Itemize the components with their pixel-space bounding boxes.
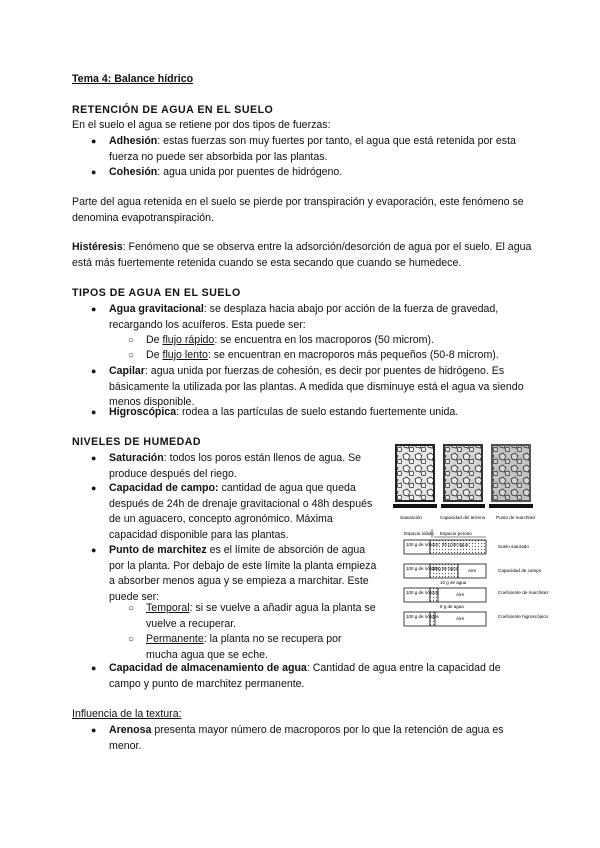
list-item: Arenosa presenta mayor número de macroporos por lo que la retención de agua es menor. — [109, 724, 504, 752]
row-coeficiente-marchitez — [404, 580, 549, 602]
r2-air: Aire — [468, 568, 477, 573]
r2-solid: 100 g de sólidos — [406, 566, 439, 571]
r3-air: Aire — [456, 592, 465, 597]
r3-solid: 100 g de sólidos — [406, 590, 439, 595]
list-item: Higroscópica: rodea a las partículas de suelo estando fuertemente unida. — [109, 406, 459, 418]
list-item: Agua gravitacional: se desplaza hacia abajo por acción de la fuerza de gravedad, recargando los acuíferos. Esta puede ser: — [109, 303, 499, 331]
list-item: Capacidad de campo: cantidad de agua que queda después de 24h de drenaje gravitacional o 48h después de un aguacero, concepto agronómico. Máxima capacidad disponible para las plantas. — [109, 482, 373, 541]
list-item: De flujo lento: se encuentran en macroporos más pequeños (50-8 microm). — [146, 349, 499, 361]
r3-top: 10 g de agua — [440, 580, 467, 585]
list-item: Adhesión: estas fuerzas son muy fuertes por tanto, el agua que está retenida por esta fuerza no puede ser absorbida por las plantas. — [109, 135, 516, 163]
circle-bullet-icon: ○ — [128, 603, 135, 614]
list-item: Capacidad de almacenamiento de agua: Cantidad de agua entre la capacidad de campo y punto de marchitez permanente. — [109, 662, 501, 690]
list-item: Cohesión: agua unida por puentes de hidrógeno. — [109, 166, 343, 178]
section-heading-textura: Influencia de la textura: — [72, 708, 182, 720]
soil-jar-field-capacity — [441, 444, 485, 508]
list-item: Temporal: si se vuelve a añadir agua la planta se vuelve a recuperar. — [146, 602, 376, 630]
bullet-icon: ● — [91, 136, 97, 146]
bullet-icon: ● — [91, 407, 97, 417]
bullet-icon: ● — [91, 725, 97, 735]
bullet-icon: ● — [91, 167, 97, 177]
bullet-icon: ● — [91, 483, 97, 493]
paragraph-evapotranspiracion: Parte del agua retenida en el suelo se pierde por transpiración y evaporación, este fenómeno se denomina evapotranspiración. — [72, 196, 524, 224]
caption-capacidad-terreno: Capacidad del terreno — [440, 515, 486, 520]
row-saturado — [404, 540, 529, 554]
list-item: Punto de marchitez es el límite de absorción de agua por la planta. Por debajo de este límite la planta empieza a absorber menos agua y se empieza a marchitar. Este puede ser: — [109, 544, 377, 603]
r2-water: 20 g de agua — [432, 566, 459, 571]
r1-label: Suelo saturado — [498, 544, 529, 549]
list-item: Permanente: la planta no se recupera por mucha agua que se eche. — [146, 633, 342, 661]
caption-saturacion: Saturación — [400, 515, 422, 520]
bullet-icon: ● — [91, 663, 97, 673]
list-item: De flujo rápido: se encuentra en los macroporos (50 microm). — [146, 334, 434, 346]
row-coeficiente-higroscopico — [404, 604, 548, 626]
r1-water: 40 g de agua — [442, 542, 469, 547]
intro-text: En el suelo el agua se retiene por dos tipos de fuerzas: — [72, 119, 331, 131]
caption-punto-marchitez: Punto de marchitez — [496, 515, 536, 520]
section-heading-retencion: RETENCIÓN DE AGUA EN EL SUELO — [72, 104, 274, 116]
r1-solid: 100 g de sólidos — [406, 542, 439, 547]
header-espacio-solido: Espacio sólido — [404, 531, 434, 536]
header-espacio-poroso: Espacio poroso — [440, 531, 472, 536]
r2-label: Capacidad de campo — [498, 568, 542, 573]
bullet-icon: ● — [91, 366, 97, 376]
page-title: Tema 4: Balance hídrico — [72, 73, 194, 85]
list-item: Saturación: todos los poros están llenos de agua. Se produce después del riego. — [109, 452, 362, 480]
r4-label: Coeficiente higroscópico — [498, 614, 549, 619]
r3-label: Coeficiente de marchitez — [498, 590, 549, 595]
bullet-icon: ● — [91, 453, 97, 463]
circle-bullet-icon: ○ — [128, 335, 135, 346]
bullet-icon: ● — [91, 304, 97, 314]
circle-bullet-icon: ○ — [128, 634, 135, 645]
soil-jar-saturated — [393, 444, 437, 508]
soil-jar-wilting-point — [489, 444, 533, 508]
row-capacidad-campo — [404, 564, 542, 578]
r4-air: Aire — [456, 616, 465, 621]
r4-top: 8 g de agua — [440, 604, 464, 609]
section-heading-tipos: TIPOS DE AGUA EN EL SUELO — [72, 287, 241, 299]
paragraph-histeresis: Histéresis: Fenómeno que se observa entre la adsorción/desorción de agua por el suelo. El agua está más fuertemente retenida cuando se esta secando que cuando se humedece. — [72, 241, 532, 269]
list-item: Capilar: agua unida por fuerzas de cohesión, es decir por puentes de hidrógeno. Es básicamente la utilizada por las plantas. A medida que disminuye está el agua va siendo menos disponible. — [109, 365, 524, 408]
circle-bullet-icon: ○ — [128, 350, 135, 361]
bullet-icon: ● — [91, 545, 97, 555]
soil-moisture-figure — [390, 440, 549, 636]
r4-solid: 100 g de sólidos — [406, 614, 439, 619]
section-heading-niveles: NIVELES DE HUMEDAD — [72, 436, 202, 448]
